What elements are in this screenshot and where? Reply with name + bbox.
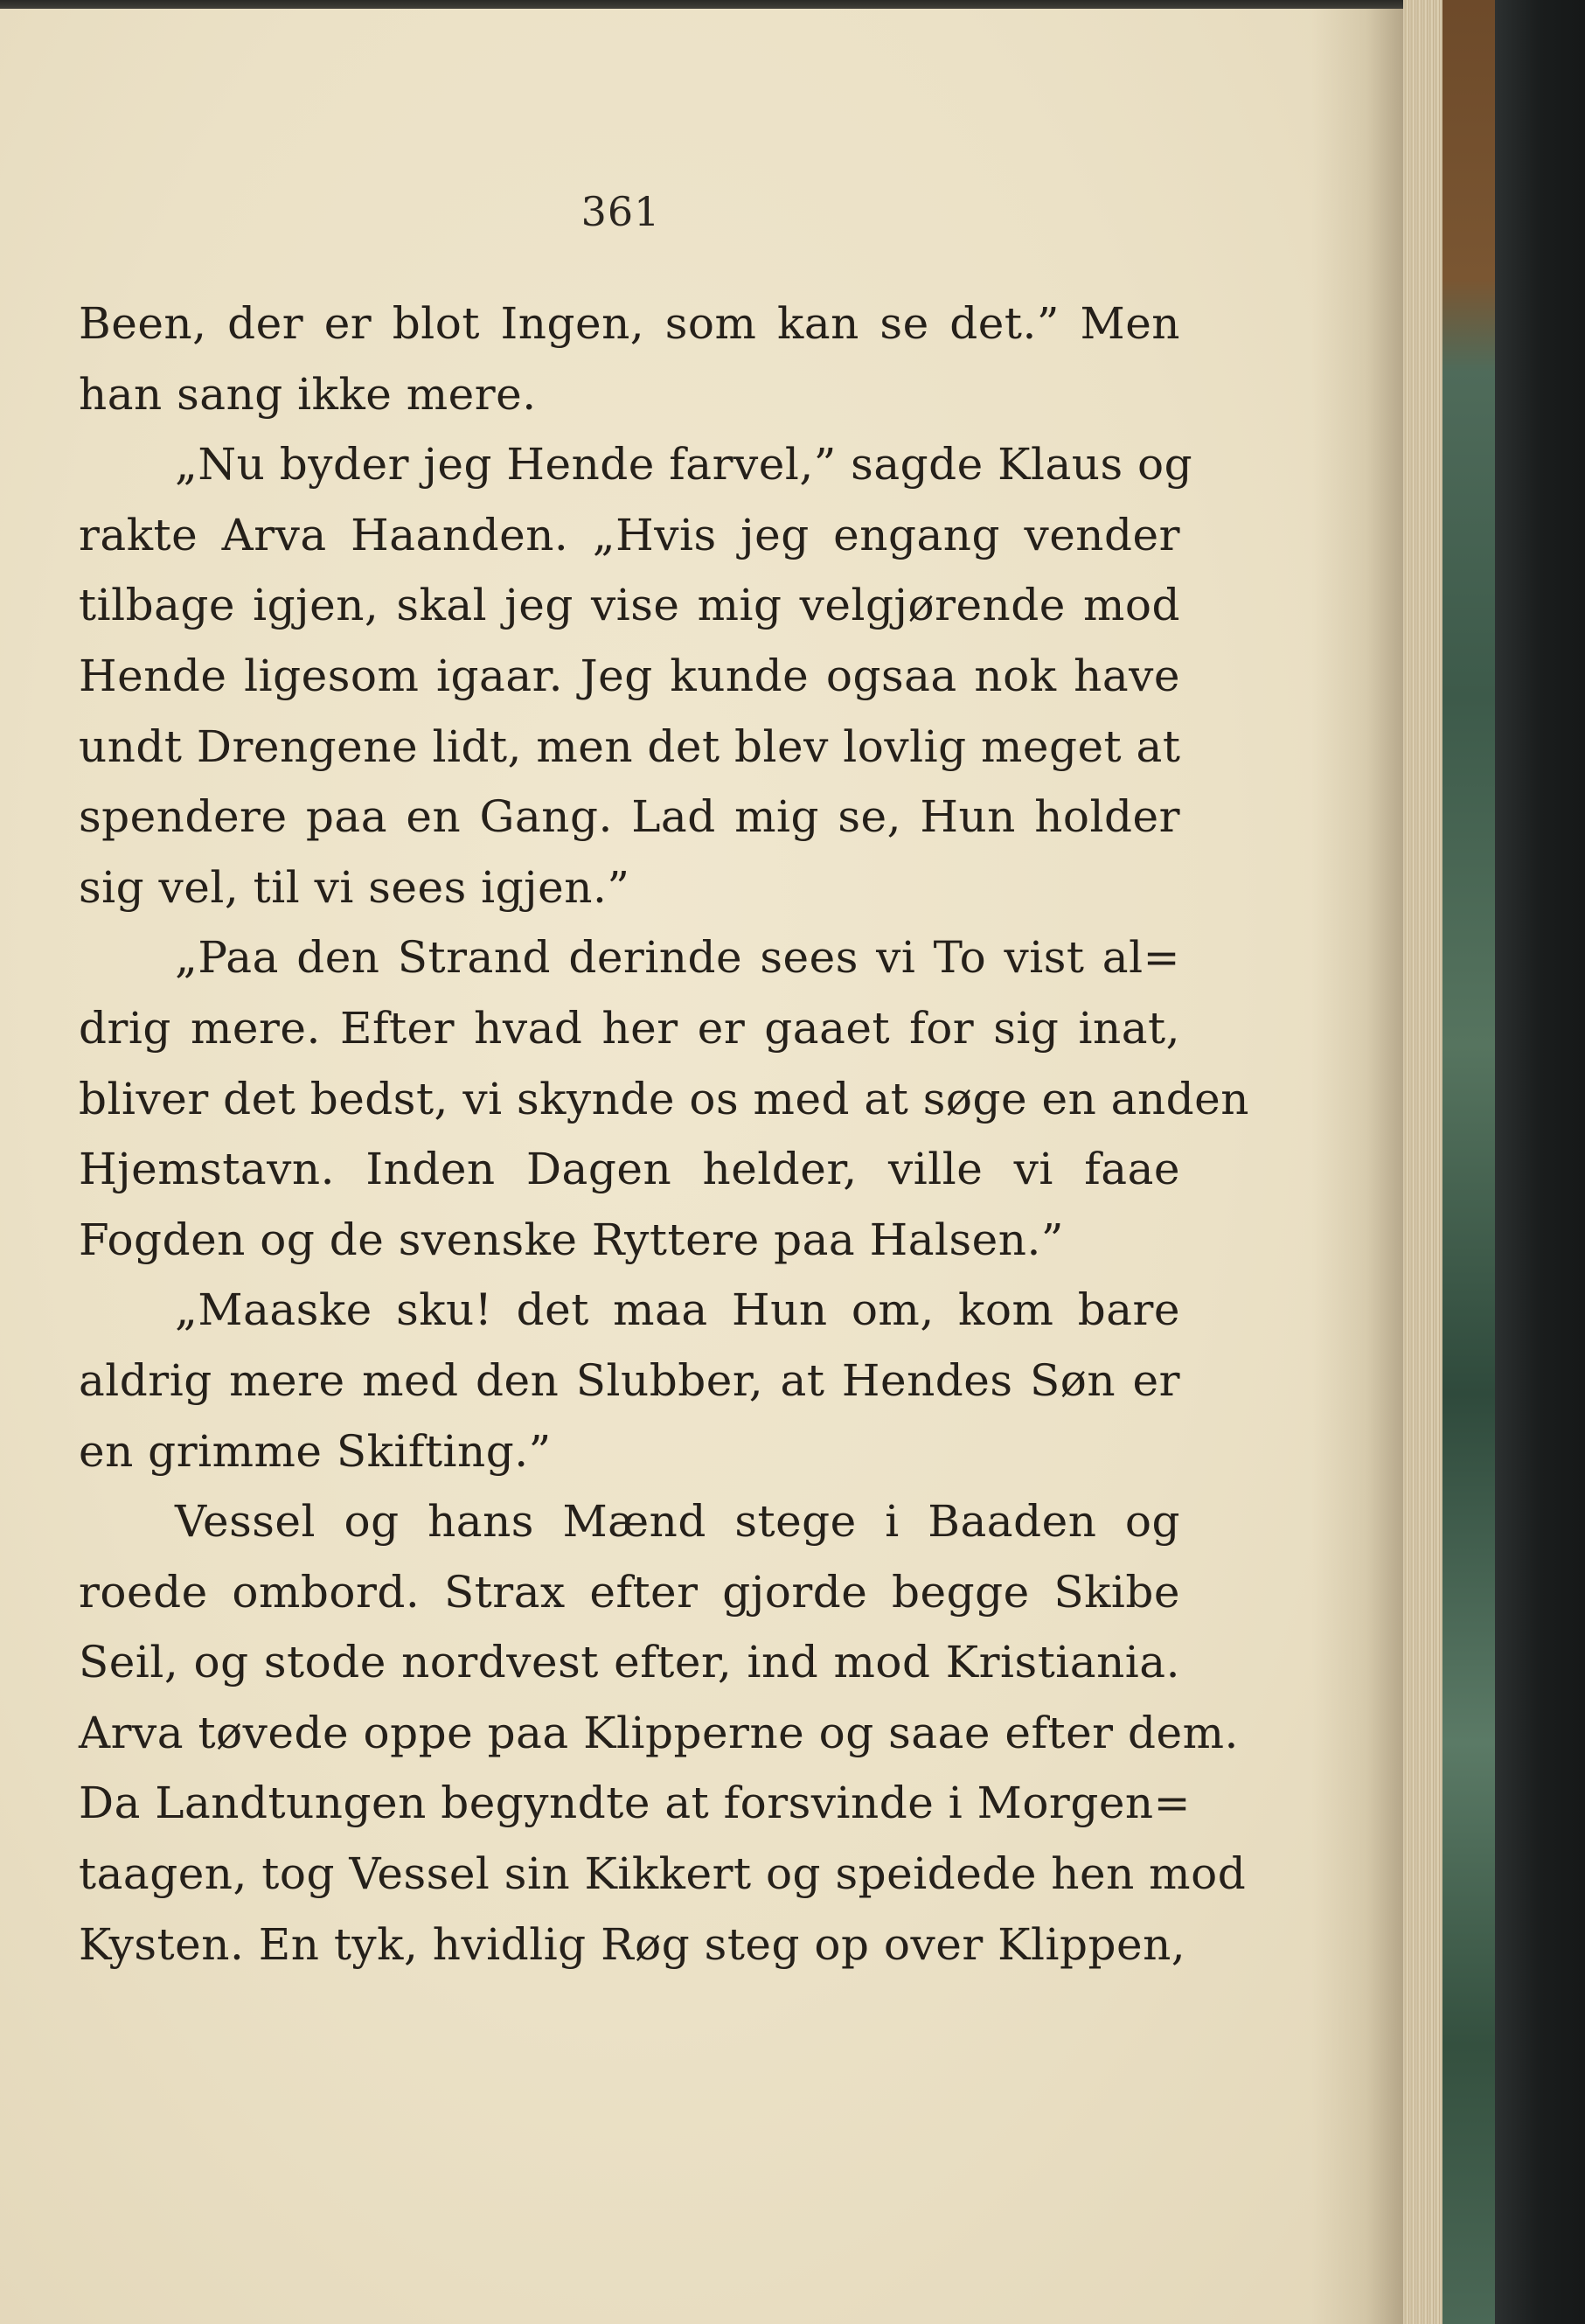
page-gutter-shadow (1311, 9, 1403, 2324)
text-line: „Nu byder jeg Hende farvel,” sagde Klaus og (175, 439, 1193, 491)
text-line: Been, der er blot Ingen, som kan se det.” Men (79, 298, 1180, 349)
text-line: roede ombord. Strax efter gjorde begge Skibe (79, 1566, 1180, 1618)
text-line: undt Drengene lidt, men det blev lovlig meget at (79, 720, 1181, 772)
text-line: tilbage igjen, skal jeg vise mig velgjørende mod (79, 580, 1180, 631)
text-line: „Maaske sku! det maa Hun om, kom bare (175, 1284, 1180, 1336)
text-line: taagen, tog Vessel sin Kikkert og speidede hen mod (79, 1848, 1247, 1900)
text-line: sig vel, til vi sees igjen.” (79, 861, 630, 913)
text-line: han sang ikke mere. (79, 368, 537, 420)
text-line: Seil, og stode nordvest efter, ind mod Kristiania. (79, 1637, 1180, 1688)
text-line: Fogden og de svenske Ryttere paa Halsen.” (79, 1214, 1064, 1265)
text-line: en grimme Skifting.” (79, 1425, 552, 1477)
text-line: Hende ligesom igaar. Jeg kunde ogsaa nok have (79, 650, 1180, 701)
book-cover (1442, 0, 1495, 2324)
text-line: Vessel og hans Mænd stege i Baaden og (175, 1496, 1180, 1548)
page-number: 361 (580, 188, 661, 235)
page-edges-stack (1403, 0, 1442, 2324)
text-line: aldrig mere med den Slubber, at Hendes Søn er (79, 1354, 1180, 1406)
text-line: Kysten. En tyk, hvidlig Røg steg op over Klippen, (79, 1918, 1186, 1970)
text-line: bliver det bedst, vi skynde os med at søge en anden (79, 1073, 1249, 1124)
text-line: rakte Arva Haanden. „Hvis jeg engang vender (79, 509, 1180, 560)
text-line: „Paa den Strand derinde sees vi To vist al= (175, 932, 1180, 984)
text-line: drig mere. Efter hvad her er gaaet for sig inat, (79, 1002, 1180, 1054)
text-line: spendere paa en Gang. Lad mig se, Hun holder (79, 791, 1180, 843)
text-line: Hjemstavn. Inden Dagen helder, ville vi faae (79, 1144, 1180, 1195)
text-line: Da Landtungen begyndte at forsvinde i Morgen= (79, 1778, 1192, 1829)
background-shadow (1495, 0, 1585, 2324)
text-line: Arva tøvede oppe paa Klipperne og saae efter dem. (79, 1707, 1239, 1758)
body-text (79, 289, 1249, 1980)
